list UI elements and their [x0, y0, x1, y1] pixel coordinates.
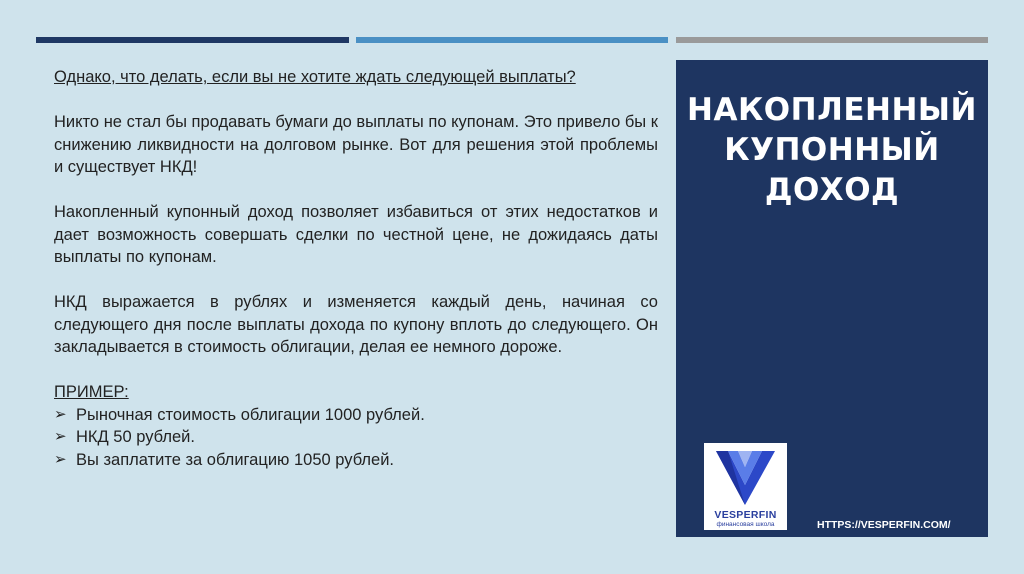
- title-line-3: ДОХОД: [764, 172, 900, 208]
- slide-body: [54, 66, 658, 471]
- list-item: [54, 404, 658, 427]
- example-list: [54, 404, 658, 472]
- arrow-bullet-icon: ➢: [54, 405, 67, 423]
- header-stripe-gray: [676, 37, 988, 43]
- list-item-text: НКД 50 рублей.: [76, 428, 195, 446]
- vesperfin-logo: [704, 443, 787, 530]
- slide-title: [676, 90, 988, 210]
- arrow-bullet-icon: ➢: [54, 428, 67, 445]
- list-item: [54, 449, 658, 472]
- question-text: Однако, что делать, если вы не хотите ждать следующей выплаты?: [54, 68, 576, 86]
- list-item-text: Вы заплатите за облигацию 1050 рублей.: [76, 450, 395, 469]
- list-item-text: Рыночная стоимость облигации 1000 рублей.: [76, 405, 425, 424]
- paragraph-3: НКД выражается в рублях и изменяется каждый день, начиная со следующего дня после выплаты дохода по купону вплоть до следующего. Он закладывается в стоимость облигации, делая ее немного дороже.: [54, 293, 658, 356]
- title-line-1: НАКОПЛЕННЫЙ: [687, 92, 977, 128]
- website-url: HTTPS://VESPERFIN.COM/: [817, 519, 951, 531]
- list-item: [54, 426, 658, 449]
- arrow-bullet-icon: ➢: [54, 450, 67, 468]
- paragraph-2: Накопленный купонный доход позволяет избавиться от этих недостатков и дает возможность совершать сделки по честной цене, не дожидаясь даты выплаты по купонам.: [54, 203, 658, 266]
- v-logo-icon: [714, 449, 777, 507]
- logo-brand-text: VESPERFIN: [714, 509, 777, 521]
- header-stripe-blue: [356, 37, 668, 43]
- title-panel: [676, 60, 988, 537]
- title-line-2: КУПОННЫЙ: [724, 132, 940, 168]
- paragraph-1: Никто не стал бы продавать бумаги до выплаты по купонам. Это привело бы к снижению ликвидности на долговом рынке. Вот для решения этой проблемы и существует НКД!: [54, 113, 658, 176]
- example-title: ПРИМЕР:: [54, 383, 129, 401]
- header-stripe-dark: [36, 37, 349, 43]
- logo-tagline: финансовая школа: [716, 521, 775, 528]
